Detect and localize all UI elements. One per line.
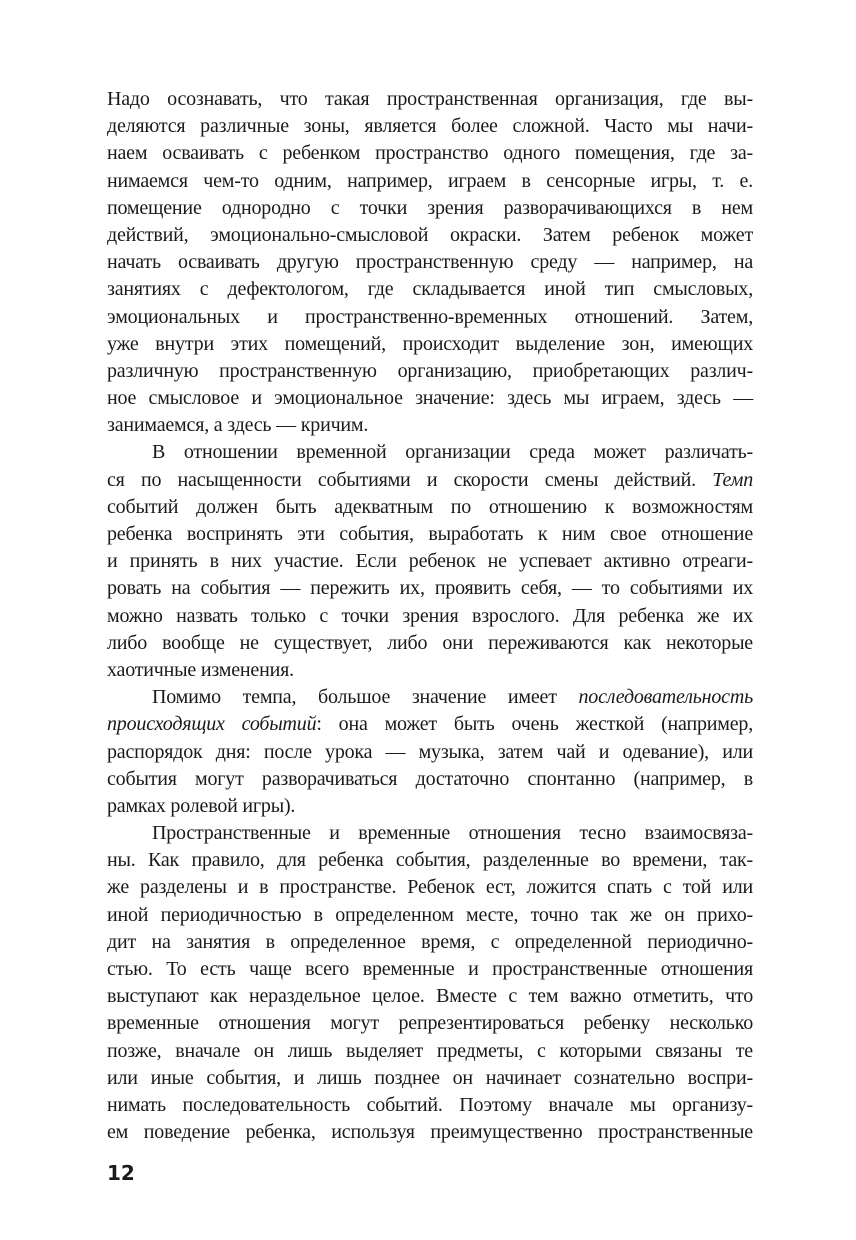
text-segment: Надо осознавать, что такая пространственная организация, где вы- [107,88,753,110]
paragraph [107,439,753,684]
text-line [107,1092,753,1119]
text-line [107,249,753,276]
text-segment: : она может быть очень жесткой (например, [316,713,753,736]
text-segment: эмоциональных и пространственно-временных отношений. Затем, [107,305,753,328]
text-segment: рамках ролевой игры). [107,794,296,817]
text-segment: можно назвать только с точки зрения взрослого. Для ребенка же их [107,604,753,627]
text-segment: дит на занятия в определенное время, с определенной периодично- [107,930,753,953]
text-segment: начать осваивать другую пространственную среду — например, на [107,251,753,274]
text-line [107,956,753,983]
text-line [107,1038,753,1065]
text-segment: позже, вначале он лишь выделяет предметы, с которыми связаны те [107,1039,753,1062]
italic-text: происходящих событий [107,713,317,736]
text-segment: занятиях с дефектологом, где складывается иной тип смысловых, [107,278,753,301]
text-line [107,304,753,331]
text-line [107,874,753,901]
text-line [107,684,753,711]
paragraph [107,820,753,1146]
text-line [107,1065,753,1092]
text-segment: ровать на события — пережить их, проявить себя, — то событиями их [107,577,753,600]
text-segment: ное смысловое и эмоциональное значение: здесь мы играем, здесь — [107,387,753,410]
text-segment: ребенка воспринять эти события, выработать к ним свое отношение [107,523,753,545]
text-segment: нимаемся чем-то одним, например, играем в сенсорные игры, т. е. [107,169,753,192]
text-segment: и принять в них участие. Если ребенок не успевает активно отреаги- [107,550,753,573]
text-line [107,168,753,195]
text-line [107,603,753,630]
text-line [107,711,753,738]
paragraph [107,86,753,439]
text-line [107,385,753,412]
text-line [107,983,753,1010]
text-line [107,1010,753,1037]
text-line [107,467,753,494]
text-segment: ся по насыщенности событиями и скорости смены действий. [107,468,713,491]
text-line [107,331,753,358]
text-line [107,793,753,820]
text-segment: ны. Как правило, для ребенка события, разделенные во времени, так- [107,849,753,872]
text-line [107,113,753,140]
text-segment: ем поведение ребенка, используя преимущественно пространственные [107,1121,753,1144]
text-segment: выступают как нераздельное целое. Вместе с тем важно отметить, что [107,985,753,1008]
text-line [107,494,753,521]
text-segment: В отношении временной организации среда может различать- [152,441,753,464]
text-line [107,358,753,385]
text-segment: временные отношения могут репрезентироваться ребенку несколько [107,1012,753,1035]
text-segment: хаотичные изменения. [107,658,294,681]
text-segment: иной периодичностью в определенном месте, точно так же он прихо- [107,903,753,926]
text-line [107,412,753,439]
text-line [107,929,753,956]
text-segment: различную пространственную организацию, приобретающих различ- [107,359,753,382]
text-line [107,195,753,222]
text-line [107,276,753,303]
text-segment: Помимо темпа, большое значение имеет [152,686,579,709]
text-line [107,548,753,575]
text-segment: события могут разворачиваться достаточно спонтанно (например, в [107,767,753,790]
text-segment: уже внутри этих помещений, происходит выделение зон, имеющих [107,332,753,355]
text-segment: распорядок дня: после урока — музыка, затем чай и одевание), или [107,740,753,763]
text-segment: или иные события, и лишь позднее он начинает сознательно воспри- [107,1066,753,1089]
text-segment: действий, эмоционально-смысловой окраски. Затем ребенок может [107,223,753,246]
text-segment: событий должен быть адекватным по отношению к возможностям [107,495,753,518]
text-line [107,521,753,548]
text-segment: Пространственные и временные отношения тесно взаимосвяза- [152,822,753,845]
paragraph [107,684,753,820]
text-line [107,1119,753,1146]
italic-text: последовательность [578,686,753,709]
text-line [107,86,753,113]
text-segment: наем осваивать с ребенком пространство одного помещения, где за- [107,142,753,165]
text-line [107,222,753,249]
text-line [107,439,753,466]
text-line [107,140,753,167]
text-segment: занимаемся, а здесь — кричим. [107,414,369,437]
italic-text: Темп [712,468,753,491]
text-line [107,657,753,684]
text-segment: стью. То есть чаще всего временные и пространственные отношения [107,958,753,980]
body-text [107,86,753,1146]
text-segment: помещение однородно с точки зрения разворачивающихся в нем [107,196,753,219]
text-line [107,820,753,847]
page-number: 12 [107,1161,135,1185]
text-segment: деляются различные зоны, является более сложной. Часто мы начи- [107,115,753,138]
text-segment: либо вообще не существует, либо они переживаются как некоторые [107,631,753,654]
text-line [107,739,753,766]
text-segment: нимать последовательность событий. Поэтому вначале мы организу- [107,1093,753,1116]
text-line [107,766,753,793]
text-line [107,847,753,874]
text-segment: же разделены и в пространстве. Ребенок ест, ложится спать с той или [107,876,753,899]
text-line [107,630,753,657]
text-line [107,575,753,602]
text-line [107,902,753,929]
